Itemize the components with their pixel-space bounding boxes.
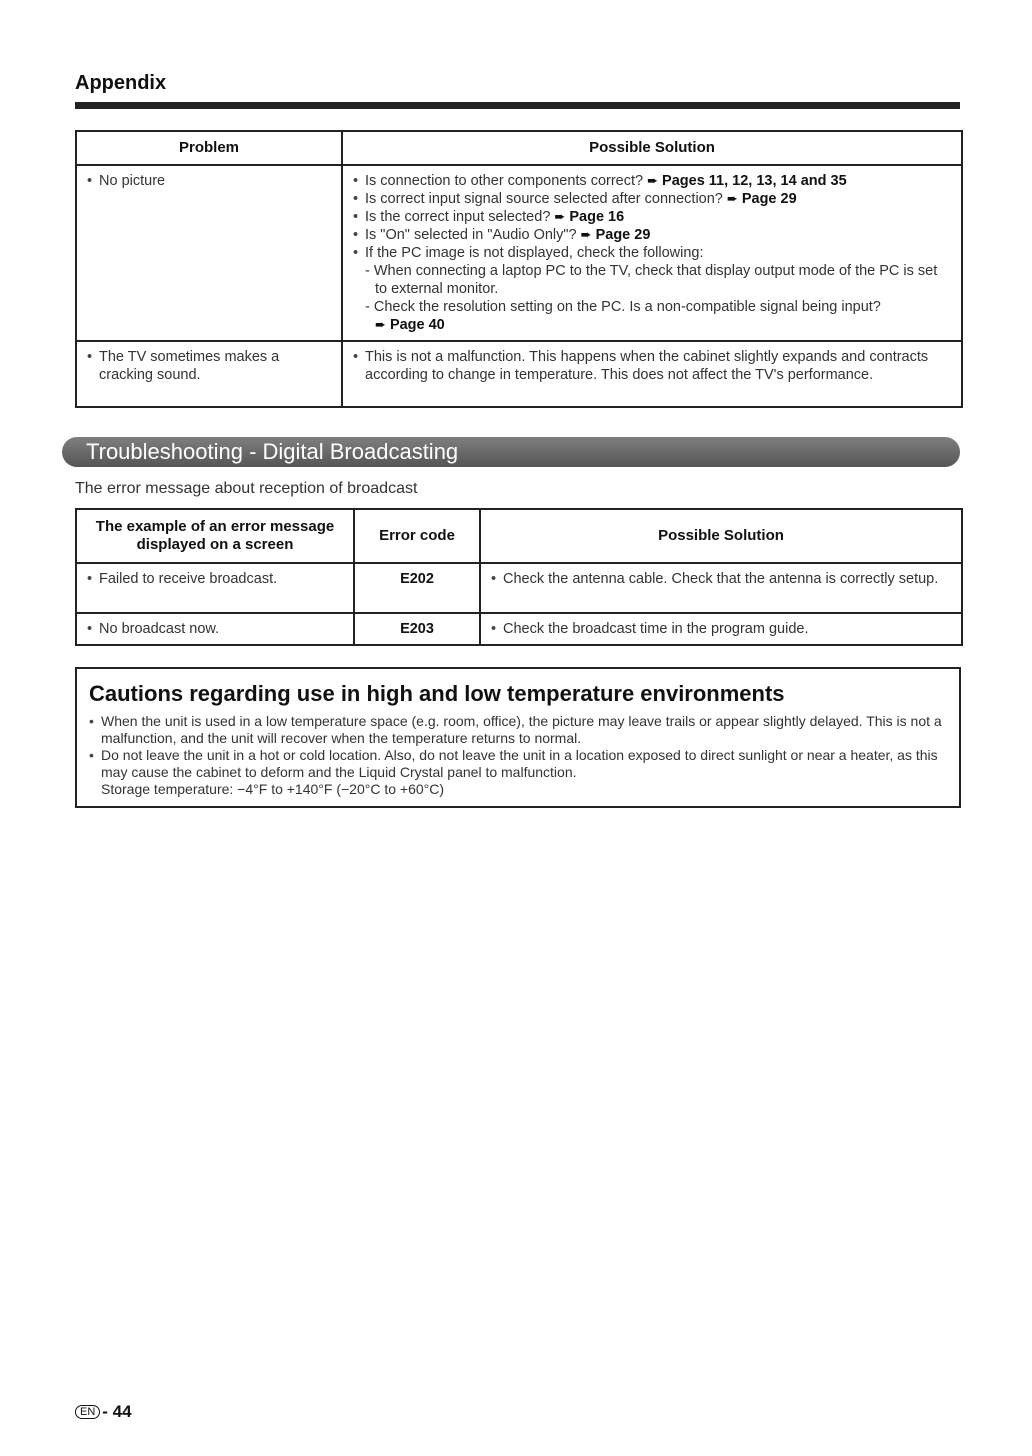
table-row: [76, 165, 962, 341]
table-row: [76, 563, 962, 613]
arrow-right-icon: ➨: [726, 191, 738, 206]
error-code: E203: [354, 613, 480, 645]
error-code-table: [75, 508, 963, 646]
page-reference: Page 29: [595, 227, 651, 243]
sub-item: - Check the resolution setting on the PC. Is a non-compatible signal being input?: [365, 299, 881, 315]
column-header-problem: Problem: [76, 131, 342, 165]
arrow-right-icon: ➨: [554, 209, 566, 224]
problem-cell: [76, 165, 342, 341]
page-reference: Page 16: [569, 209, 625, 225]
page-reference: Pages 11, 12, 13, 14 and 35: [662, 173, 847, 189]
section-title: Troubleshooting - Digital Broadcasting: [62, 437, 960, 467]
solution-item: • Is correct input signal source selected after connection? ➨ Page 29: [353, 190, 951, 208]
caution-item: • Do not leave the unit in a hot or cold location. Also, do not leave the unit in a location exposed to direct sunlight or near a heater, as this may cause the cabinet to deform and the Liquid Crystal panel to malfunction. Storage temperature: −4°F to +140°F (−20°C to +60°C): [89, 747, 947, 798]
error-code: E202: [354, 563, 480, 613]
sub-item: - When connecting a laptop PC to the TV, check that display output mode of the PC is set to external monitor.: [365, 263, 938, 297]
arrow-right-icon: ➨: [375, 317, 386, 332]
solution-cell: [342, 341, 962, 407]
column-header-solution: Possible Solution: [480, 509, 962, 563]
caution-title: Cautions regarding use in high and low temperature environments: [89, 681, 785, 706]
problem-text: • The TV sometimes makes a cracking sound.: [87, 348, 331, 384]
solution-item: • Is connection to other components correct? ➨ Pages 11, 12, 13, 14 and 35: [353, 172, 951, 190]
message-cell: • No broadcast now.: [76, 613, 354, 645]
solution-cell: [342, 165, 962, 341]
arrow-right-icon: ➨: [647, 173, 659, 188]
storage-temperature: Storage temperature: −4°F to +140°F (−20°C to +60°C): [101, 781, 445, 797]
solution-item: • If the PC image is not displayed, check the following: - When connecting a laptop PC to the TV, check that display output mode of the PC is set to external monitor. - Check the resolution setting on the PC. Is a non-compatible signal being input? ➨ Page 40: [353, 244, 951, 334]
section-subtitle: The error message about reception of broadcast: [75, 480, 418, 497]
solution-item: • Is the correct input selected? ➨ Page 16: [353, 208, 951, 226]
header-rule: [75, 102, 960, 109]
arrow-right-icon: ➨: [580, 227, 592, 242]
solution-item: • Is "On" selected in "Audio Only"? ➨ Page 29: [353, 226, 951, 244]
language-badge: EN: [75, 1405, 100, 1419]
solution-cell: • Check the broadcast time in the program guide.: [480, 613, 962, 645]
page-reference: Page 29: [741, 191, 797, 207]
page-footer: [75, 1402, 132, 1422]
column-header-message: The example of an error message displayed on a screen: [76, 509, 354, 563]
table-row: [76, 613, 962, 645]
problem-cell: [76, 341, 342, 407]
message-cell: • Failed to receive broadcast.: [76, 563, 354, 613]
page-number: - 44: [102, 1402, 132, 1421]
table-row: [76, 341, 962, 407]
solution-cell: • Check the antenna cable. Check that the antenna is correctly setup.: [480, 563, 962, 613]
page-reference: Page 40: [389, 317, 445, 333]
column-header-solution: Possible Solution: [342, 131, 962, 165]
caution-item: • When the unit is used in a low temperature space (e.g. room, office), the picture may leave trails or appear slightly delayed. This is not a malfunction, and the unit will recover when the temperature returns to normal.: [89, 713, 947, 747]
column-header-code: Error code: [354, 509, 480, 563]
solution-item: • This is not a malfunction. This happens when the cabinet slightly expands and contracts according to change in temperature. This does not affect the TV's performance.: [353, 348, 951, 384]
caution-box: [75, 667, 961, 808]
page-title: Appendix: [75, 72, 167, 94]
troubleshooting-table: [75, 130, 963, 408]
problem-text: • No picture: [87, 172, 331, 190]
